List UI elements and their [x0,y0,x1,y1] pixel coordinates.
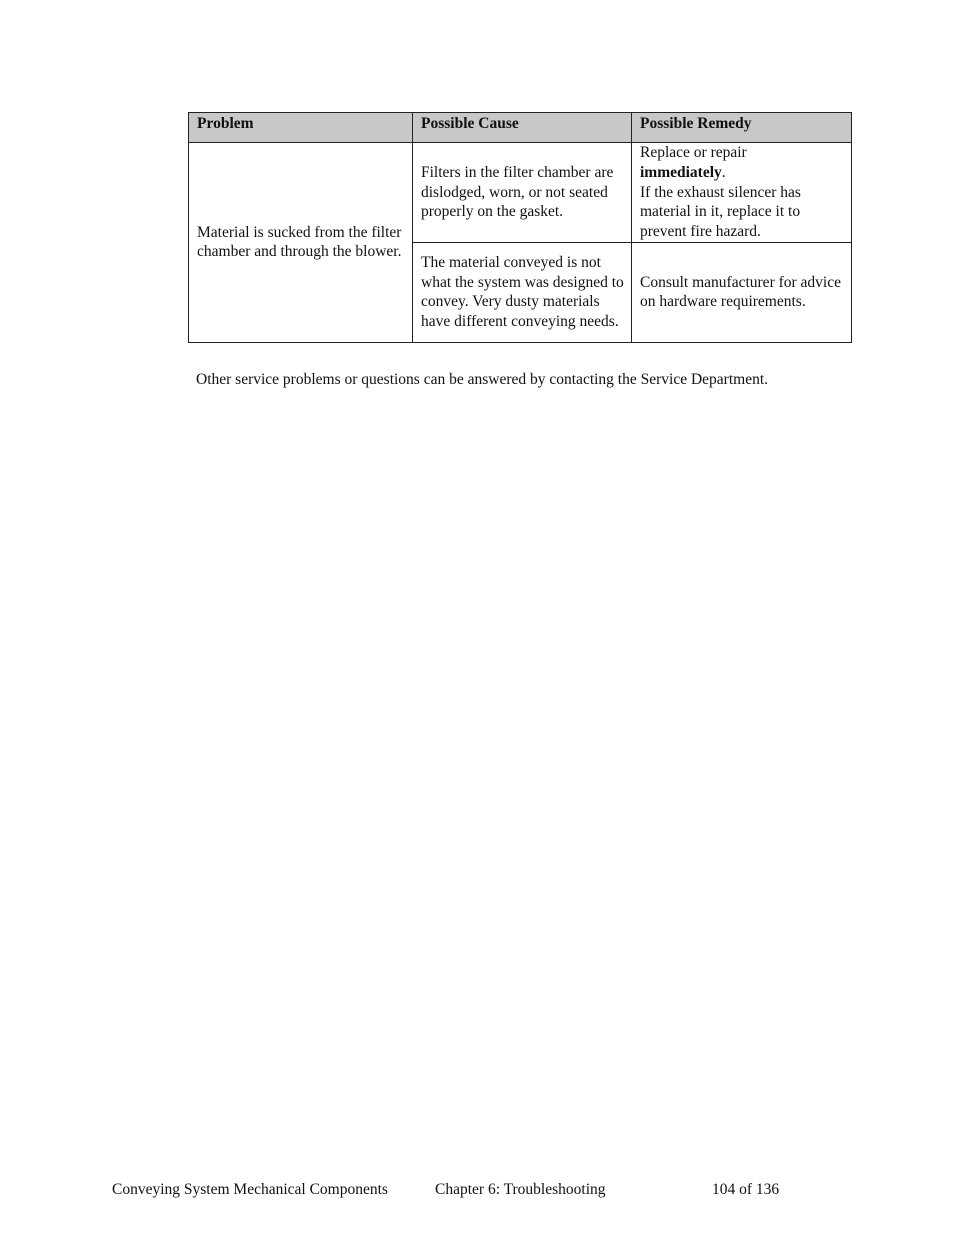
header-possible-cause: Possible Cause [413,113,632,143]
table-row [189,143,852,243]
cause-cell: The material conveyed is not what the system was designed to convey. Very dusty materials have different conveying needs. [413,242,632,342]
remedy-first-line [640,143,844,163]
table-header-row [189,113,852,143]
header-possible-remedy: Possible Remedy [632,113,852,143]
remedy-cell [632,143,852,243]
remedy-extra: If the exhaust silencer has material in it, replace it to prevent fire hazard. [640,183,801,241]
remedy-intro: Replace or repair [640,144,747,161]
footer-title: Conveying System Mechanical Components [112,1181,388,1198]
footer-chapter: Chapter 6: Troubleshooting [435,1181,606,1198]
remedy-emphasis: immediately [640,163,722,181]
troubleshooting-table [188,112,852,343]
remedy-punct: . [721,163,726,181]
service-note: Other service problems or questions can be answered by contacting the Service Department. [196,371,769,388]
header-problem: Problem [189,113,413,143]
problem-cell: Material is sucked from the filter chamber and through the blower. [189,143,413,343]
remedy-cell: Consult manufacturer for advice on hardware requirements. [632,242,852,342]
cause-cell: Filters in the filter chamber are dislodged, worn, or not seated properly on the gasket. [413,143,632,243]
remedy-second-line [640,163,844,183]
footer-page-number: 104 of 136 [712,1181,780,1198]
